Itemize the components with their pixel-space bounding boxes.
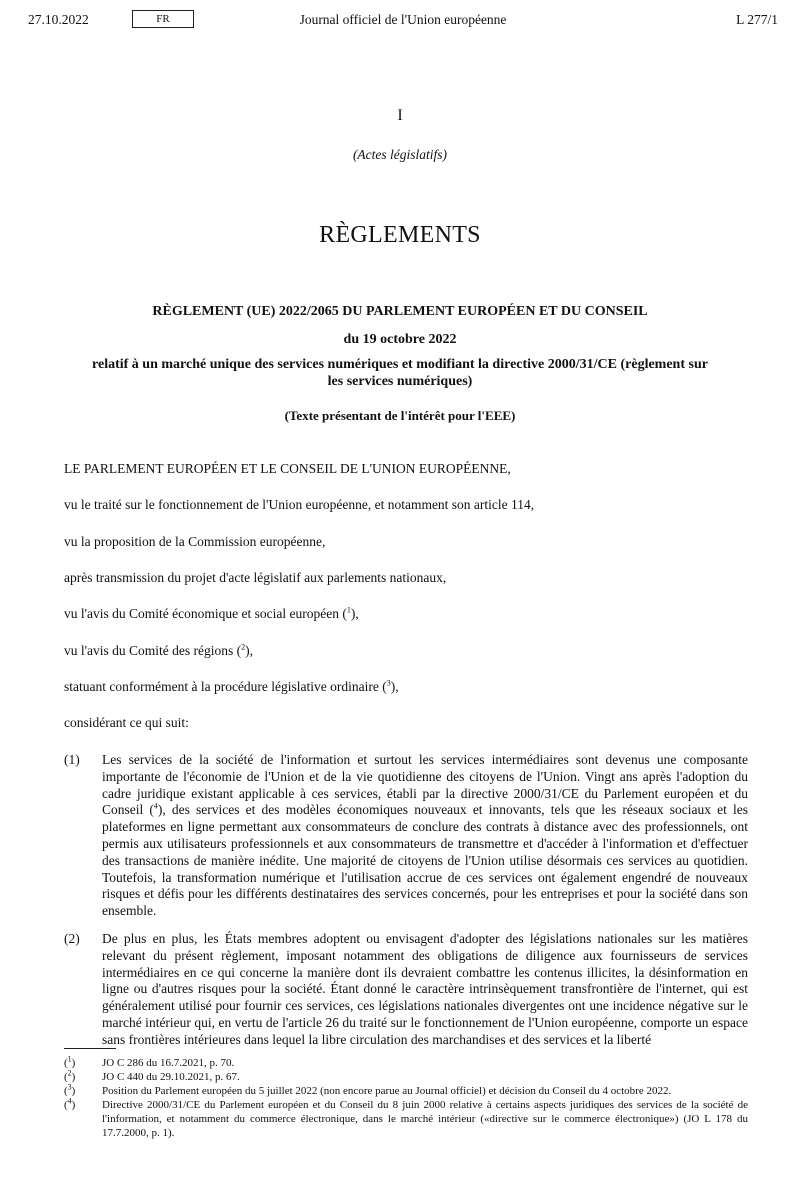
language-badge: FR bbox=[132, 10, 194, 28]
recital-text-part: , des services et des modèles économiques nouveaux et innovants, tels que les réseaux sociaux et les plateformes en ligne permettant aux consommateurs de conclure des contrats à distance avec des professionnels, ont permis aux utilisateurs professionnels et aux consommateurs de transmettre et d'accéder à l'information et d'effectuer des transactions de manière inédite. Une majorité de citoyens de l'Union utilise désormais ces services au quotidien. Toutefois, la transformation numérique et l'utilisation accrue de ces services ont également engendré de nouveaux risques et défis pour les différents destinataires des services concernés, pour les entreprises et pour la société dans son ensemble. bbox=[102, 802, 748, 919]
footnote-ref: 2 bbox=[241, 642, 246, 652]
recital-1 bbox=[64, 752, 748, 920]
eea-relevance: (Texte présentant de l'intérêt pour l'EEE) bbox=[284, 408, 516, 423]
footnote-number: 1 bbox=[67, 1054, 72, 1064]
footnote: ($^2$) JO C 440 du 29.10.2021, p. 67. bbox=[64, 1068, 240, 1083]
footnote: ($^4$) Directive 2000/31/CE du Parlement européen et du Conseil du 8 juin 2000 relative à certains aspects juridiques des services de la société de l'information, et notamment du commerce électronique, dans le marché intérieur («directive sur le commerce électronique») (JO L 178 du 17.7.2000, p. 1). bbox=[64, 1096, 748, 1139]
publication-date: 27.10.2022 bbox=[28, 12, 89, 27]
footnote-text: Position du Parlement européen du 5 juillet 2022 (non encore parue au Journal officiel) et décision du Conseil du 4 octobre 2022. bbox=[102, 1085, 672, 1097]
footnote-number: 3 bbox=[67, 1082, 72, 1092]
recital-text: Les services de la société de l'information et surtout les services intermédiaires sont devenus une composante importante de l'économie de l'Union et de la vie quotidienne des citoyens de l'Union. Vingt ans après l'adoption du cadre juridique existant applicable à ces services, établi par la directive 2000/31/CE du Parlement européen et du Conseil ($^4$), des services et des modèles économiques nouveaux et innovants, tels que les réseaux sociaux et les plateformes en ligne permettant aux consommateurs de conclure des contrats à distance avec des professionnels, ont permis aux utilisateurs professionnels et aux consommateurs de transmettre et d'accéder à l'information et d'effectuer des transactions de manière inédite. Une majorité de citoyens de l'Union utilise désormais ces services au quotidien. Toutefois, la transformation numérique et l'utilisation accrue de ces services ont également engendré de nouveaux risques et défis pour les différents destinataires des services concernés, pour les entreprises et pour la société dans son ensemble. bbox=[102, 752, 748, 919]
citation-transmission: après transmission du projet d'acte législatif aux parlements nationaux, bbox=[64, 570, 447, 585]
section-title: RÈGLEMENTS bbox=[319, 222, 481, 248]
footnote: ($^1$) JO C 286 du 16.7.2021, p. 70. bbox=[64, 1054, 235, 1069]
footnote-ref: 3 bbox=[386, 678, 391, 688]
journal-title: Journal officiel de l'Union européenne bbox=[299, 12, 507, 27]
citation-procedure: statuant conformément à la procédure législative ordinaire ($^3$), bbox=[64, 678, 399, 694]
regulation-title: RÈGLEMENT (UE) 2022/2065 DU PARLEMENT EUROPÉEN ET DU CONSEIL bbox=[152, 304, 648, 319]
footnote-text: JO C 286 du 16.7.2021, p. 70. bbox=[102, 1057, 235, 1069]
footnote: ($^3$) Position du Parlement européen du 5 juillet 2022 (non encore parue au Journal officiel) et décision du Conseil du 4 octobre 2022. bbox=[64, 1082, 672, 1097]
recital-number: (1) bbox=[64, 752, 80, 767]
page-header bbox=[28, 12, 778, 34]
citation-text: vu l'avis du Comité économique et social européen bbox=[64, 606, 339, 621]
regulation-date: du 19 octobre 2022 bbox=[343, 332, 457, 347]
whereas: considérant ce qui suit: bbox=[64, 715, 189, 730]
citation-proposal: vu la proposition de la Commission européenne, bbox=[64, 534, 326, 549]
recital-text: De plus en plus, les États membres adoptent ou envisagent d'adopter des législations nationales sur les matières relevant du présent règlement, imposant notamment des obligations de diligence aux fournisseurs de services intermédiaires en ce qui concerne la manière dont ils devraient combattre les contenus illicites, la désinformation en ligne ou d'autres risques pour la société. Étant donné le caractère intrinsèquement transfrontière de l'internet, qui est généralement utilisé pour fournir ces services, ces législations nationales divergentes ont une incidence négative sur le marché intérieur qui, en vertu de l'article 26 du traité sur le fonctionnement de l'Union européenne, comporte un espace sans frontières intérieures dans lequel la libre circulation des marchandises et des services et la liberté bbox=[102, 931, 748, 1047]
citation-esc: vu l'avis du Comité économique et social européen ($^1$), bbox=[64, 605, 359, 621]
footnote-ref: 1 bbox=[346, 605, 351, 615]
footnote-text: Directive 2000/31/CE du Parlement européen et du Conseil du 8 juin 2000 relative à certains aspects juridiques des services de la société de l'information, et notamment du commerce électronique, dans le marché intérieur («directive sur le commerce électronique») (JO L 178 du 17.7.2000, p. 1). bbox=[102, 1099, 748, 1139]
footnotes bbox=[64, 1056, 748, 1140]
footnote-text: JO C 440 du 29.10.2021, p. 67. bbox=[102, 1071, 240, 1083]
footnote-ref: 4 bbox=[153, 801, 158, 811]
footnote-divider bbox=[64, 1048, 116, 1049]
regulation-subject: relatif à un marché unique des services numériques et modifiant la directive 2000/31/CE (règlement sur les services numériques) bbox=[92, 357, 708, 389]
preamble-authors: LE PARLEMENT EUROPÉEN ET LE CONSEIL DE L'UNION EUROPÉENNE, bbox=[64, 461, 511, 476]
acts-label: (Actes législatifs) bbox=[352, 147, 448, 162]
recital-2 bbox=[64, 931, 748, 1049]
page-reference: L 277/1 bbox=[736, 12, 778, 27]
citation-cor: vu l'avis du Comité des régions ($^2$), bbox=[64, 642, 254, 658]
recital-number: (2) bbox=[64, 931, 80, 946]
citation-text: vu l'avis du Comité des régions bbox=[64, 643, 234, 658]
footnote-number: 2 bbox=[67, 1068, 72, 1078]
part-number: I bbox=[397, 107, 403, 124]
citation-text: statuant conformément à la procédure législative ordinaire bbox=[64, 679, 379, 694]
recital-text-part: Les services de la société de l'information et surtout les services intermédiaires sont devenus une composante importante de l'économie de l'Union et de la vie quotidienne des citoyens de l'Union. Vingt ans après l'adoption du cadre juridique existant applicable à ces services, établi par la directive 2000/31/CE du Parlement européen et du Conseil bbox=[102, 752, 748, 818]
footnote-number: 4 bbox=[67, 1096, 72, 1106]
citation-treaty: vu le traité sur le fonctionnement de l'Union européenne, et notamment son article 114, bbox=[64, 497, 535, 512]
